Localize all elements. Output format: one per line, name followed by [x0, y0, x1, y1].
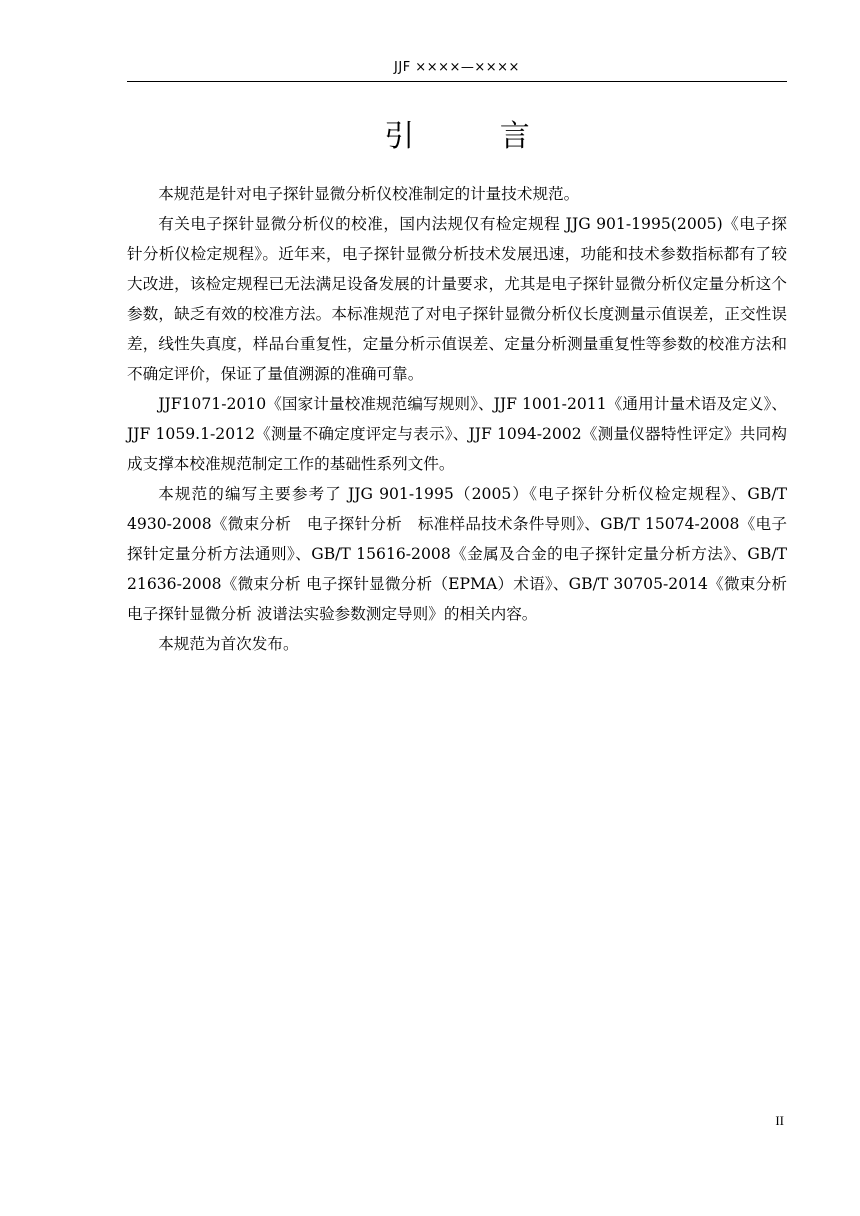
paragraph-5: 本规范为首次发布。 — [158, 635, 299, 653]
paragraph-2: 有关电子探针显微分析仪的校准，国内法规仅有检定规程 JJG 901-1995(2005)《电子探针分析仪检定规程》。近年来，电子探针显微分析技术发展迅速，功能和技术参数指标都有了较大改进，该检定规程已无法满足设备发展的计量要求，尤其是电子探针显微分析仪定量分析这个参数，缺乏有效的校准方法。本标准规范了对电子探针显微分析仪长度测量示值误差，正交性误差，线性失真度，样品台重复性，定量分析示值误差、定量分析测量重复性等参数的校准方法和不确定评价，保证了量值溯源的准确可靠。 — [127, 215, 787, 383]
section-title: 引 言 — [384, 119, 568, 154]
running-header: JJF ××××—×××× — [394, 60, 520, 75]
paragraph-4: 本规范的编写主要参考了 JJG 901-1995（2005）《电子探针分析仪检定规程》、GB/T 4930-2008《微束分析 电子探针分析 标准样品技术条件导则》、GB/T 15074-2008《电子探针定量分析方法通则》、GB/T 15616-2008《金属及合金的电子探针定量分析方法》、GB/T 21636-2008《微束分析 电子探针显微分析（EPMA）术语》、GB/T 30705-2014《微束分析 电子探针显微分析 波谱法实验参数测定导则》的相关内容。 — [127, 485, 787, 623]
paragraph-1: 本规范是针对电子探针显微分析仪校准制定的计量技术规范。 — [158, 185, 580, 203]
paragraph-3: JJF1071-2010《国家计量校准规范编写规则》、JJF 1001-2011《通用计量术语及定义》、JJF 1059.1-2012《测量不确定度评定与表示》、JJF 1094-2002《测量仪器特性评定》共同构成支撑本校准规范制定工作的基础性系列文件。 — [127, 395, 787, 473]
page-number: II — [775, 1113, 784, 1128]
header-rule — [127, 81, 787, 82]
body-text — [127, 179, 787, 659]
